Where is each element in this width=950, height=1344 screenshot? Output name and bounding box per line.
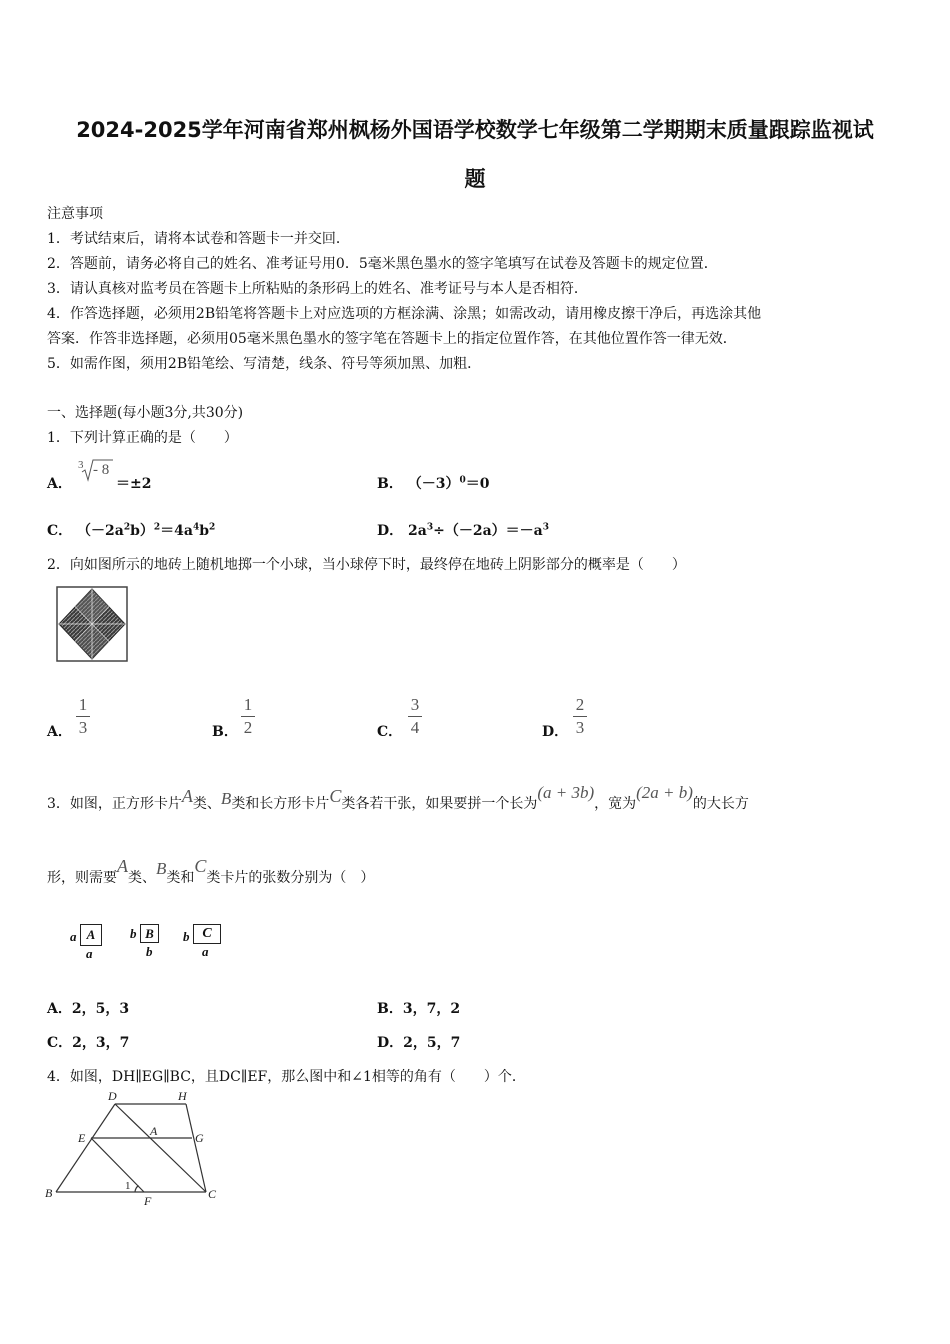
notice-item: 3．请认真核对监考员在答题卡上所粘贴的条形码上的姓名、准考证号与本人是否相符． (47, 281, 588, 297)
fraction-numerator: 2 (575, 695, 585, 714)
q2-option-b-label: B． (212, 724, 238, 740)
q3-text: 类卡片的张数分别为（ ） (206, 870, 375, 886)
q3-var-c: C (194, 856, 207, 876)
point-b-label: B (45, 1186, 53, 1200)
point-c-label: C (208, 1187, 217, 1201)
q3-option-d: D．2，5，7 (377, 1035, 461, 1051)
notice-item: 2．答题前，请务必将自己的姓名、准考证号用0．5毫米黑色墨水的签字笔填写在试卷及答题卡的规定位置． (47, 256, 718, 272)
question-2-stem: 2．向如图所示的地砖上随机地掷一个小球，当小球停下时，最终停在地砖上阴影部分的概率是（ ） (47, 557, 686, 573)
q3-text: ，宽为 (594, 796, 637, 812)
notice-item: 答案．作答非选择题，必须用05毫米黑色墨水的签字笔在答题卡上的指定位置作答，在其他位置作答一律无效． (47, 331, 737, 347)
q1-option-d-exponent: 3 (542, 522, 549, 533)
question-3-stem-line1 (47, 783, 749, 813)
fraction-denominator: 3 (78, 718, 88, 737)
q1-option-a-radicand: - 8 (93, 462, 110, 478)
q3-var-b: B (156, 859, 167, 878)
card-c (193, 924, 221, 944)
q1-option-b-label: B． (377, 476, 403, 492)
q3-text: 类、 (192, 796, 221, 812)
q2-option-d-fraction (571, 695, 589, 738)
q3-text: 类各若干张，如果要拼一个长为 (341, 796, 538, 812)
point-d-label: D (108, 1089, 117, 1103)
page-title: 2024-2025学年河南省郑州枫杨外国语学校数学七年级第二学期期末质量跟踪监视试 (76, 118, 874, 142)
card-a-label: A (86, 927, 96, 942)
q1-option-d-exponent: 3 (426, 522, 434, 533)
q1-option-c-label: C． (47, 523, 73, 539)
card-c-bottom-label: a (202, 944, 209, 959)
card-b-label: B (145, 926, 154, 941)
q3-text: 类、 (128, 870, 156, 886)
point-g-label: G (195, 1131, 204, 1145)
q1-option-c-part: ＝4a (160, 523, 193, 539)
q1-option-c (47, 520, 215, 540)
angle-1-label: 1 (125, 1180, 131, 1192)
q1-option-d-part: ÷（－2a）＝－a (433, 523, 543, 539)
q3-var-a: A (181, 786, 193, 806)
q3-option-b: B．3，7，2 (377, 1001, 461, 1017)
q1-option-d-part: 2a (408, 523, 427, 539)
q2-option-c-label: C． (377, 724, 403, 740)
q1-option-a-label: A． (47, 476, 72, 492)
q3-var-a: A (117, 856, 128, 876)
q1-option-d-label: D． (377, 523, 404, 539)
q2-option-a-fraction (74, 695, 92, 738)
q3-cards-figure (68, 922, 238, 962)
q4-geometry-figure (40, 1088, 225, 1213)
q1-option-c-exponent: 2 (209, 522, 216, 533)
point-e-label: E (78, 1131, 86, 1145)
section-heading: 一、选择题(每小题3分,共30分) (47, 405, 244, 421)
point-h-label: H (178, 1089, 187, 1103)
fraction-denominator: 2 (243, 718, 253, 737)
point-f-label: F (144, 1194, 152, 1208)
q1-option-d (377, 520, 549, 540)
card-a-bottom-label: a (86, 946, 93, 961)
q1-option-b-base: （－3） (407, 476, 460, 492)
q3-text: 类和长方形卡片 (231, 796, 330, 812)
card-a-side-label: a (70, 929, 77, 944)
point-a-label: A (150, 1124, 158, 1138)
page-title-continued: 题 (464, 167, 486, 191)
fraction-denominator: 4 (410, 718, 420, 737)
q3-text: 3．如图，正方形卡片 (47, 796, 182, 812)
question-1-stem: 1．下列计算正确的是（ ） (47, 430, 238, 446)
card-a (80, 924, 102, 946)
card-c-label: C (202, 926, 212, 941)
q3-text: 形，则需要 (47, 870, 117, 886)
q2-option-c-fraction (406, 695, 424, 738)
q3-width-expr: (2a + b) (636, 783, 693, 802)
card-c-side-label: b (183, 929, 190, 944)
q1-option-b-exponent: 0 (459, 475, 466, 486)
q1-option-a-root-index: 3 (78, 459, 84, 471)
q3-var-c: C (329, 786, 342, 806)
q2-option-b-fraction (239, 695, 257, 738)
q3-length-expr: (a + 3b) (537, 783, 595, 802)
q1-option-c-part: b） (130, 523, 154, 539)
fraction-denominator: 3 (575, 718, 585, 737)
q1-option-b (377, 473, 489, 493)
q2-option-a-label: A． (47, 724, 72, 740)
q1-option-c-exponent: 2 (123, 522, 131, 533)
q1-option-c-exponent: 4 (192, 522, 200, 533)
card-b-side-label: b (130, 926, 137, 941)
notice-heading: 注意事项 (47, 206, 103, 222)
fraction-numerator: 1 (78, 695, 88, 714)
notice-item: 1．考试结束后，请将本试卷和答题卡一并交回． (47, 231, 350, 247)
card-b-bottom-label: b (146, 944, 153, 959)
q1-option-b-rest: ＝0 (465, 476, 490, 492)
q1-option-c-part: （－2a (77, 523, 124, 539)
q3-option-c: C．2，3，7 (47, 1035, 130, 1051)
q1-option-c-part: b (199, 523, 210, 539)
card-b (140, 924, 159, 943)
question-3-stem-line2 (47, 856, 375, 887)
notice-item: 5．如需作图，须用2B铅笔绘、写清楚，线条、符号等须加黑、加粗． (47, 356, 482, 372)
q1-option-c-exponent: 2 (153, 522, 161, 533)
fraction-numerator: 3 (410, 695, 420, 714)
q3-option-a: A．2，5，3 (47, 1001, 130, 1017)
q3-text: 的大长方 (692, 796, 749, 812)
notice-item: 4．作答选择题，必须用2B铅笔将答题卡上对应选项的方框涂满、涂黑；如需改动，请用橡皮擦干净后，再选涂其他 (47, 306, 762, 322)
question-4-stem: 4．如图，DH∥EG∥BC，且DC∥EF，那么图中和∠1相等的角有（ ）个． (47, 1069, 526, 1085)
fraction-numerator: 1 (243, 695, 253, 714)
q3-text: 类和 (166, 870, 195, 886)
tile-figure (55, 585, 129, 663)
q3-var-b: B (220, 789, 232, 808)
q1-option-a-rest: ＝±2 (116, 476, 152, 492)
q2-option-d-label: D． (542, 724, 569, 740)
